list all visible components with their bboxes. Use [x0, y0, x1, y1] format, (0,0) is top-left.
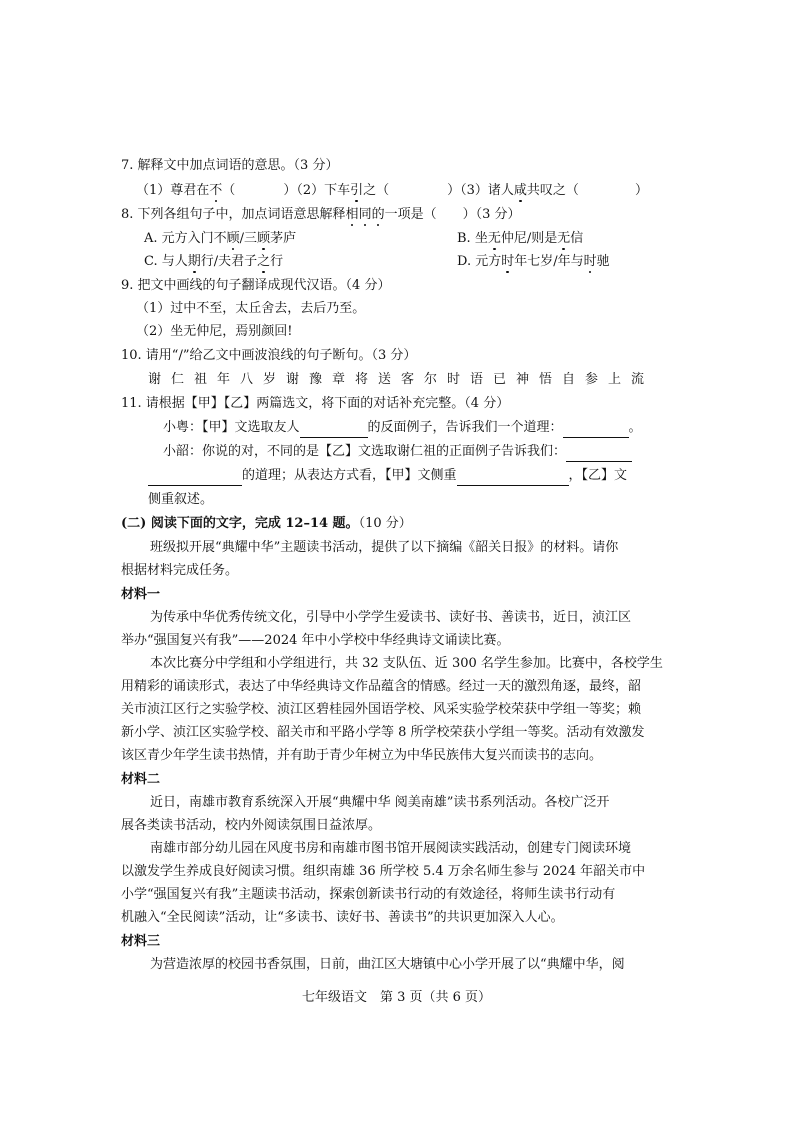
section2-heading-text: (二) 阅读下面的文字，完成 12–14 题。 [121, 516, 359, 531]
q8-a-text1: A. 元方入门不 [144, 231, 227, 246]
q7-item2-text: ）（2）下车 [283, 183, 351, 198]
q8-b-text1: B. 坐 [457, 231, 488, 246]
material2-p1-line1: 近日，南雄市教育系统深入开展“典耀中华 阅美南雄”读书系列活动。各校广泛开 [150, 795, 610, 810]
q8-title-end: 一项是（ ）（3 分） [384, 207, 521, 222]
material1-p2-line4: 新小学、浈江区实验学校、韶关市和平路小学等 8 所学校荣获小学组一等奖。活动有效激发 [121, 725, 645, 740]
q8-option-a[interactable] [144, 229, 296, 249]
q8-c-text3: 行 [270, 254, 284, 269]
q11-blank-1[interactable] [300, 422, 368, 438]
q8-a-dotted2: 顾 [257, 231, 271, 246]
section2-intro-1: 班级拟开展“典耀中华”主题读书活动，提供了以下摘编《韶关日报》的材料。请你 [150, 540, 619, 555]
q8-option-b[interactable] [457, 229, 583, 249]
q9-sentence-2: （2）坐无仲尼，焉别颜回! [136, 324, 293, 339]
q8-b-text3: 信 [570, 231, 584, 246]
q11-line-3 [148, 466, 627, 486]
q11-blank-3b[interactable] [148, 470, 242, 486]
q8-a-text2: /三 [239, 231, 258, 246]
q7-item3-paren-close: ） [634, 183, 648, 198]
material2-heading: 材料二 [121, 772, 161, 787]
section2-intro-2: 根据材料完成任务。 [121, 563, 239, 578]
q8-b-text2: 仲尼/则是 [500, 231, 558, 246]
page-footer: 七年级语文 第 3 页（共 6 页） [301, 990, 492, 1005]
q8-title-text: 8. 下列各组句子中，加点词语意思解释 [121, 207, 346, 222]
q11-l3-text1: 的道理；从表达方式看，【甲】文侧重 [242, 468, 457, 483]
material1-p1-line1: 为传承中华优秀传统文化，引导中小学学生爱读书、读好书、善读书，近日，浈江区 [150, 610, 632, 625]
q8-a-text3: 茅庐 [270, 231, 297, 246]
material2-p2-line2: 以激发学生养成良好阅读习惯。组织南雄 36 所学校 5.4 万余名师生参与 2024 年韶关市中 [121, 864, 646, 879]
q8-d-dotted1: 时 [501, 254, 515, 269]
q8-c-text2: 行/夫君子 [200, 254, 258, 269]
q11-l1-end: 。 [628, 420, 642, 435]
q7-item3-paren-open: 共叹之（ [526, 183, 579, 198]
q8-c-dotted1: 期 [187, 254, 201, 269]
q7-items [136, 181, 676, 201]
material1-p2-line3: 关市浈江区行之实验学校、浈江区碧桂园外国语学校、风采实验学校荣获中学组一等奖；赖 [121, 702, 642, 717]
q11-l1-text1: 小粤：【甲】文选取友人 [163, 420, 300, 435]
q8-title-dotted-char: 的 [371, 207, 385, 222]
q10-sentence[interactable]: 谢仁祖年八岁谢豫章将送客尔时语已神悟自参上流 [148, 372, 655, 387]
material1-p2-line1: 本次比赛分中学组和小学组进行，共 32 支队伍、近 300 名学生参加。比赛中，各校学生 [150, 656, 663, 671]
q8-d-dotted2: 时 [583, 254, 597, 269]
q8-c-dotted2: 之 [257, 254, 271, 269]
section2-score: （10 分） [358, 516, 412, 531]
q7-item1-text: （1）尊君在 [136, 183, 210, 198]
q11-l3-text2: ，【乙】文 [568, 468, 628, 483]
q7-item1-paren-open: （ [222, 183, 236, 198]
material1-heading: 材料一 [121, 587, 161, 602]
q11-l1-text2: 的反面例子，告诉我们一个道理： [367, 420, 563, 435]
q7-item3-dotted-word: 咸 [513, 183, 527, 198]
q11-line-4: 侧重叙述。 [148, 492, 214, 507]
q11-blank-3a[interactable] [566, 446, 632, 462]
material2-p2-line1: 南雄市部分幼儿园在风度书房和南雄市图书馆开展阅读实践活动，创建专门阅读环境 [150, 841, 632, 856]
q8-title-dotted-char: 相 [345, 207, 359, 222]
q8-b-dotted1: 无 [487, 231, 501, 246]
material1-p1-line2: 举办“强国复兴有我”——2024 年中小学校中华经典诗文诵读比赛。 [121, 633, 510, 648]
q11-blank-4[interactable] [457, 470, 569, 486]
q7-item1-dotted-word: 不 [209, 183, 223, 198]
material1-p2-line5: 该区青少年学生读书热情，并有助于青少年树立为中华民族伟大复兴而读书的志向。 [121, 748, 603, 763]
material2-p2-line3: 小学“强国复兴有我”主题读书活动，探索创新读书行动的有效途径，将师生读书行动有 [121, 887, 616, 902]
q8-b-dotted2: 无 [557, 231, 571, 246]
q7-item2-paren-open: 之（ [363, 183, 390, 198]
q9-sentence-1: （1）过中不至，太丘舍去，去后乃至。 [136, 301, 366, 316]
section2-heading [121, 514, 412, 534]
q8-title [121, 205, 521, 225]
q8-option-c[interactable] [144, 252, 283, 272]
q8-d-text2: 年七岁/年与 [514, 254, 584, 269]
q9-title: 9. 把文中画线的句子翻译成现代汉语。（4 分） [121, 278, 391, 293]
q10-title: 10. 请用“/”给乙文中画波浪线的句子断句。（3 分） [121, 348, 417, 363]
material3-heading: 材料三 [121, 934, 161, 949]
q7-item2-dotted-word: 引 [350, 183, 364, 198]
material3-p1-line1: 为营造浓厚的校园书香氛围，日前，曲江区大塘镇中心小学开展了以“典耀中华，阅 [150, 957, 625, 972]
q11-line-1 [163, 418, 642, 438]
q11-l2-text: 小韶：你说的对，不同的是【乙】文选取谢仁祖的正面例子告诉我们： [163, 444, 567, 459]
q8-option-d[interactable] [457, 252, 610, 272]
q8-d-text1: D. 元方 [457, 254, 502, 269]
q11-line-2 [163, 442, 632, 462]
material2-p1-line2: 展各类读书活动，校内外阅读氛围日益浓厚。 [121, 818, 382, 833]
material1-p2-line2: 用精彩的诵读形式，表达了中华经典诗文作品蕴含的情感。经过一天的激烈角逐，最终，韶 [121, 679, 642, 694]
q7-item3-text: ）（3）诸人 [447, 183, 514, 198]
q8-d-text3: 驰 [596, 254, 610, 269]
q11-title: 11. 请根据【甲】【乙】两篇选文，将下面的对话补充完整。（4 分） [121, 396, 510, 411]
material2-p2-line4: 机融入“全民阅读”活动，让“多读书、读好书、善读书”的共识更加深入人心。 [121, 910, 564, 925]
q8-c-text1: C. 与人 [144, 254, 188, 269]
q7-title: 7. 解释文中加点词语的意思。（3 分） [121, 158, 339, 173]
q11-blank-2[interactable] [563, 422, 629, 438]
q8-a-dotted1: 顾 [226, 231, 240, 246]
q8-title-dotted [346, 207, 385, 222]
q8-title-dotted-char: 同 [358, 207, 372, 222]
